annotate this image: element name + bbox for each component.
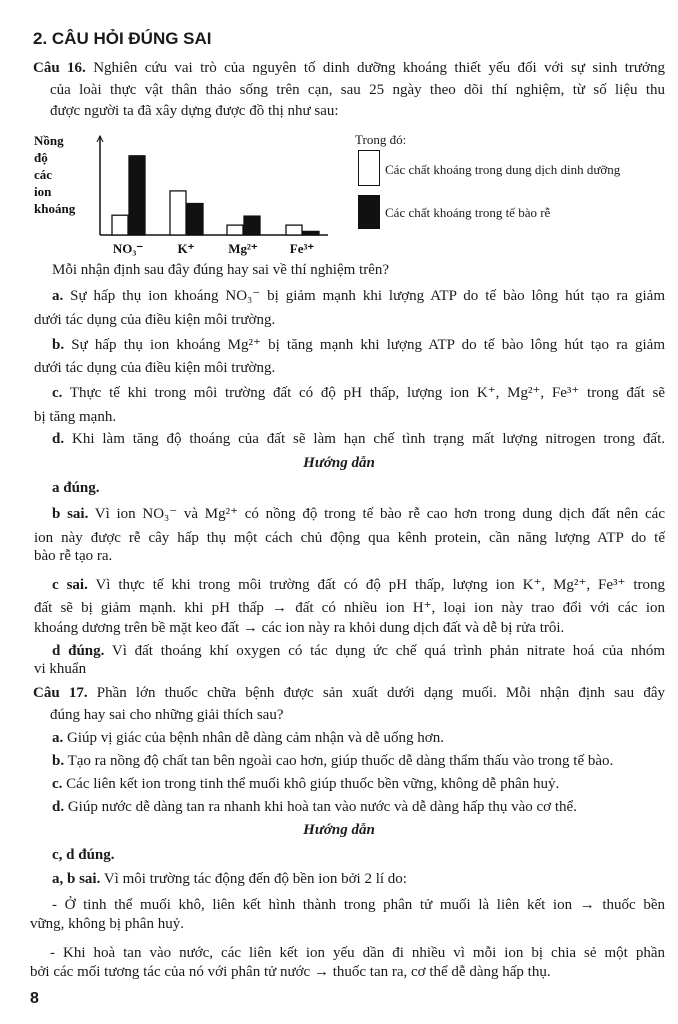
legend-title: Trong đó: — [355, 132, 407, 147]
legend-label-nutrient-solution: Các chất khoáng trong dung dịch dinh dưỡng — [385, 162, 621, 177]
text-line-g16-b3 — [34, 546, 112, 566]
y-axis-label: độ — [34, 150, 48, 165]
text-line-q16-a2 — [34, 310, 275, 330]
text-line-q16-a1 — [52, 286, 665, 306]
x-tick-label: K⁺ — [177, 241, 195, 256]
line-label: b sai. — [52, 506, 89, 522]
page-number: 8 — [30, 990, 39, 1007]
line-label: c sai. — [52, 577, 88, 593]
line-label: a. — [52, 288, 64, 304]
legend-swatch-nutrient-solution — [358, 150, 380, 186]
text-line-g16-b1 — [52, 504, 665, 524]
line-text: dưới tác dụng của điều kiện môi trường. — [34, 360, 276, 376]
line-label: Câu 17. — [33, 685, 88, 701]
text-line-g17-p1b — [30, 914, 184, 934]
bar-nutrient-solution — [170, 191, 186, 235]
text-line-g16-d1 — [52, 641, 665, 661]
line-text: được người ta đã xây dựng được đồ thị như sau: — [50, 103, 339, 119]
line-label: d đúng. — [52, 643, 105, 659]
line-text: của loài thực vật thân thảo sống trên cạn, sau 25 ngày theo dõi thí nghiệm, từ số liệu thu — [50, 82, 665, 98]
legend-swatch-root-cells — [358, 195, 380, 229]
line-text: khoáng dương trên bề mặt keo đất → các ion này ra khỏi dung dịch đất và dễ bị rửa trôi. — [34, 620, 565, 636]
line-text: vi khuẩn — [34, 661, 87, 677]
line-text: Các liên kết ion trong tinh thể muối khô giúp thuốc bền vững, không dễ phân huỷ. — [62, 776, 560, 792]
text-line-g17-p1a — [52, 895, 665, 915]
line-text: Mỗi nhận định sau đây đúng hay sai về thí nghiệm trên? — [52, 262, 390, 278]
chart-plot — [30, 128, 340, 258]
line-text: - Ở tinh thể muối khô, liên kết hình thành trong phân tử muối là liên kết ion → thuốc bền — [52, 897, 665, 913]
text-line-g16-c1 — [52, 575, 665, 595]
line-label: c. — [52, 776, 63, 792]
text-line-q16-1 — [33, 58, 665, 78]
line-text: Giúp vị giác của bệnh nhân dễ dàng cảm nhận và dễ uống hơn. — [63, 730, 444, 746]
text-line-q17-d — [52, 797, 577, 817]
text-line-g16-b2 — [34, 528, 665, 548]
line-label: b. — [52, 753, 65, 769]
text-line-q16-ask — [52, 260, 389, 280]
line-text: Thực tế khi trong môi trường đất có độ pH thấp, lượng ion K⁺, Mg²⁺, Fe³⁺ trong đất sẽ — [62, 385, 665, 401]
text-line-g16-c2 — [34, 598, 665, 618]
text-line-g16-head — [0, 453, 678, 473]
line-label: a. — [52, 730, 64, 746]
text-line-q16-3 — [50, 101, 339, 121]
y-axis-label: ion — [34, 184, 52, 199]
line-text: ion này được rễ cây hấp thụ một cách chủ động qua kênh protein, cần năng lượng ATP do tế — [34, 530, 665, 546]
line-text: dưới tác dụng của điều kiện môi trường. — [34, 312, 276, 328]
line-text: bởi các mối tương tác của nó với phân tử nước → thuốc tan ra, cơ thể dễ dàng hấp thụ. — [30, 964, 551, 980]
line-text: Vì đất thoáng khí oxygen có tác dụng ức chế quá trình phản nitrate hoá của nhóm — [104, 643, 665, 659]
line-label: a, b sai. — [52, 871, 101, 887]
line-text: Vì thực tế khi trong môi trường đất có độ pH thấp, lượng ion K⁺, Mg²⁺, Fe³⁺ trong — [87, 577, 665, 593]
text-line-q17-2 — [50, 705, 284, 725]
line-text: Sự hấp thụ ion khoáng NO₃⁻ bị giảm mạnh khi lượng ATP do tế bào lông hút tạo ra giảm — [63, 288, 665, 304]
line-text: Khi làm tăng độ thoáng của đất sẽ làm hạn chế tình trạng mất lượng nitrogen trong đất. — [64, 431, 665, 447]
line-text: vững, không bị phân huỷ. — [30, 916, 184, 932]
text-line-g16-c3 — [34, 618, 564, 638]
line-text: Nghiên cứu vai trò của nguyên tố dinh dưỡng khoáng thiết yếu đối với sự sinh trưởng — [85, 60, 665, 76]
text-line-q16-c2 — [34, 407, 116, 427]
bar-root-cells — [303, 231, 319, 235]
bar-root-cells — [129, 156, 145, 235]
line-text: Sự hấp thụ ion khoáng Mg²⁺ bị tăng mạnh khi lượng ATP do tế bào lông hút tạo ra giảm — [64, 337, 665, 353]
text-line-g17-head — [0, 820, 678, 840]
text-line-g17-p2a — [50, 943, 665, 963]
line-label: c. — [52, 385, 63, 401]
text-line-g17-cd — [52, 845, 115, 865]
heading: Hướng dẫn — [303, 455, 375, 471]
bar-nutrient-solution — [286, 225, 302, 235]
line-label: a đúng. — [52, 480, 100, 496]
x-tick-label: Mg²⁺ — [228, 241, 258, 256]
line-label: Câu 16. — [33, 60, 86, 76]
text-line-q17-b — [52, 751, 613, 771]
text-line-q16-b2 — [34, 358, 275, 378]
heading: Hướng dẫn — [303, 822, 375, 838]
line-text: Tạo ra nồng độ chất tan bên ngoài cao hơn, giúp thuốc dễ dàng thẩm thấu vào trong tế bào. — [64, 753, 614, 769]
text-line-q17-a — [52, 728, 444, 748]
text-line-q16-b1 — [52, 335, 665, 355]
text-line-q17-c — [52, 774, 559, 794]
x-tick-label: Fe³⁺ — [289, 241, 315, 256]
bar-nutrient-solution — [112, 215, 128, 235]
text-line-g17-p2b — [30, 962, 551, 982]
text-line-q16-c1 — [52, 383, 665, 403]
y-axis-label: các — [34, 167, 53, 182]
text-line-g16-a — [52, 478, 100, 498]
line-label: b. — [52, 337, 65, 353]
y-axis-label: khoáng — [34, 201, 76, 216]
line-text: đất sẽ bị giảm mạnh. khi pH thấp → đất có nhiều ion H⁺, loại ion này trao đổi với các ion — [34, 600, 665, 616]
line-text: bào rễ tạo ra. — [34, 548, 113, 564]
text-line-q16-d1 — [52, 429, 665, 449]
y-axis-label: Nồng — [34, 133, 64, 148]
line-text: bị tăng mạnh. — [34, 409, 117, 425]
legend-label-root-cells: Các chất khoáng trong tế bào rễ — [385, 205, 551, 220]
x-tick-label: NO₃⁻ — [112, 241, 144, 256]
text-line-q16-2 — [50, 80, 665, 100]
text-line-g17-ab — [52, 869, 407, 889]
line-label: c, d đúng. — [52, 847, 115, 863]
bar-root-cells — [187, 204, 203, 236]
line-text: - Khi hoà tan vào nước, các liên kết ion yếu dần đi nhiều vì mỗi ion bị chia sẻ một phần — [50, 945, 665, 961]
line-text: Giúp nước dễ dàng tan ra nhanh khi hoà tan vào nước và dễ dàng hấp thụ vào cơ thể. — [64, 799, 577, 815]
section-title: 2. CÂU HỎI ĐÚNG SAI — [33, 29, 212, 48]
bar-nutrient-solution — [227, 225, 243, 235]
line-text: Vì ion NO₃⁻ và Mg²⁺ có nồng độ trong tế bào rễ cao hơn trong dung dịch đất nên các — [88, 506, 665, 522]
text-line-q17-1 — [33, 683, 665, 703]
bar-chart — [30, 128, 340, 263]
line-text: Vì môi trường tác động đến độ bền ion bởi 2 lí do: — [100, 871, 407, 887]
line-text: đúng hay sai cho những giải thích sau? — [50, 707, 284, 723]
line-label: d. — [52, 799, 65, 815]
line-text: Phần lớn thuốc chữa bệnh được sản xuất dưới dạng muối. Mỗi nhận định sau đây — [87, 685, 665, 701]
bar-root-cells — [244, 216, 260, 235]
text-line-g16-d2 — [34, 659, 86, 679]
line-label: d. — [52, 431, 65, 447]
